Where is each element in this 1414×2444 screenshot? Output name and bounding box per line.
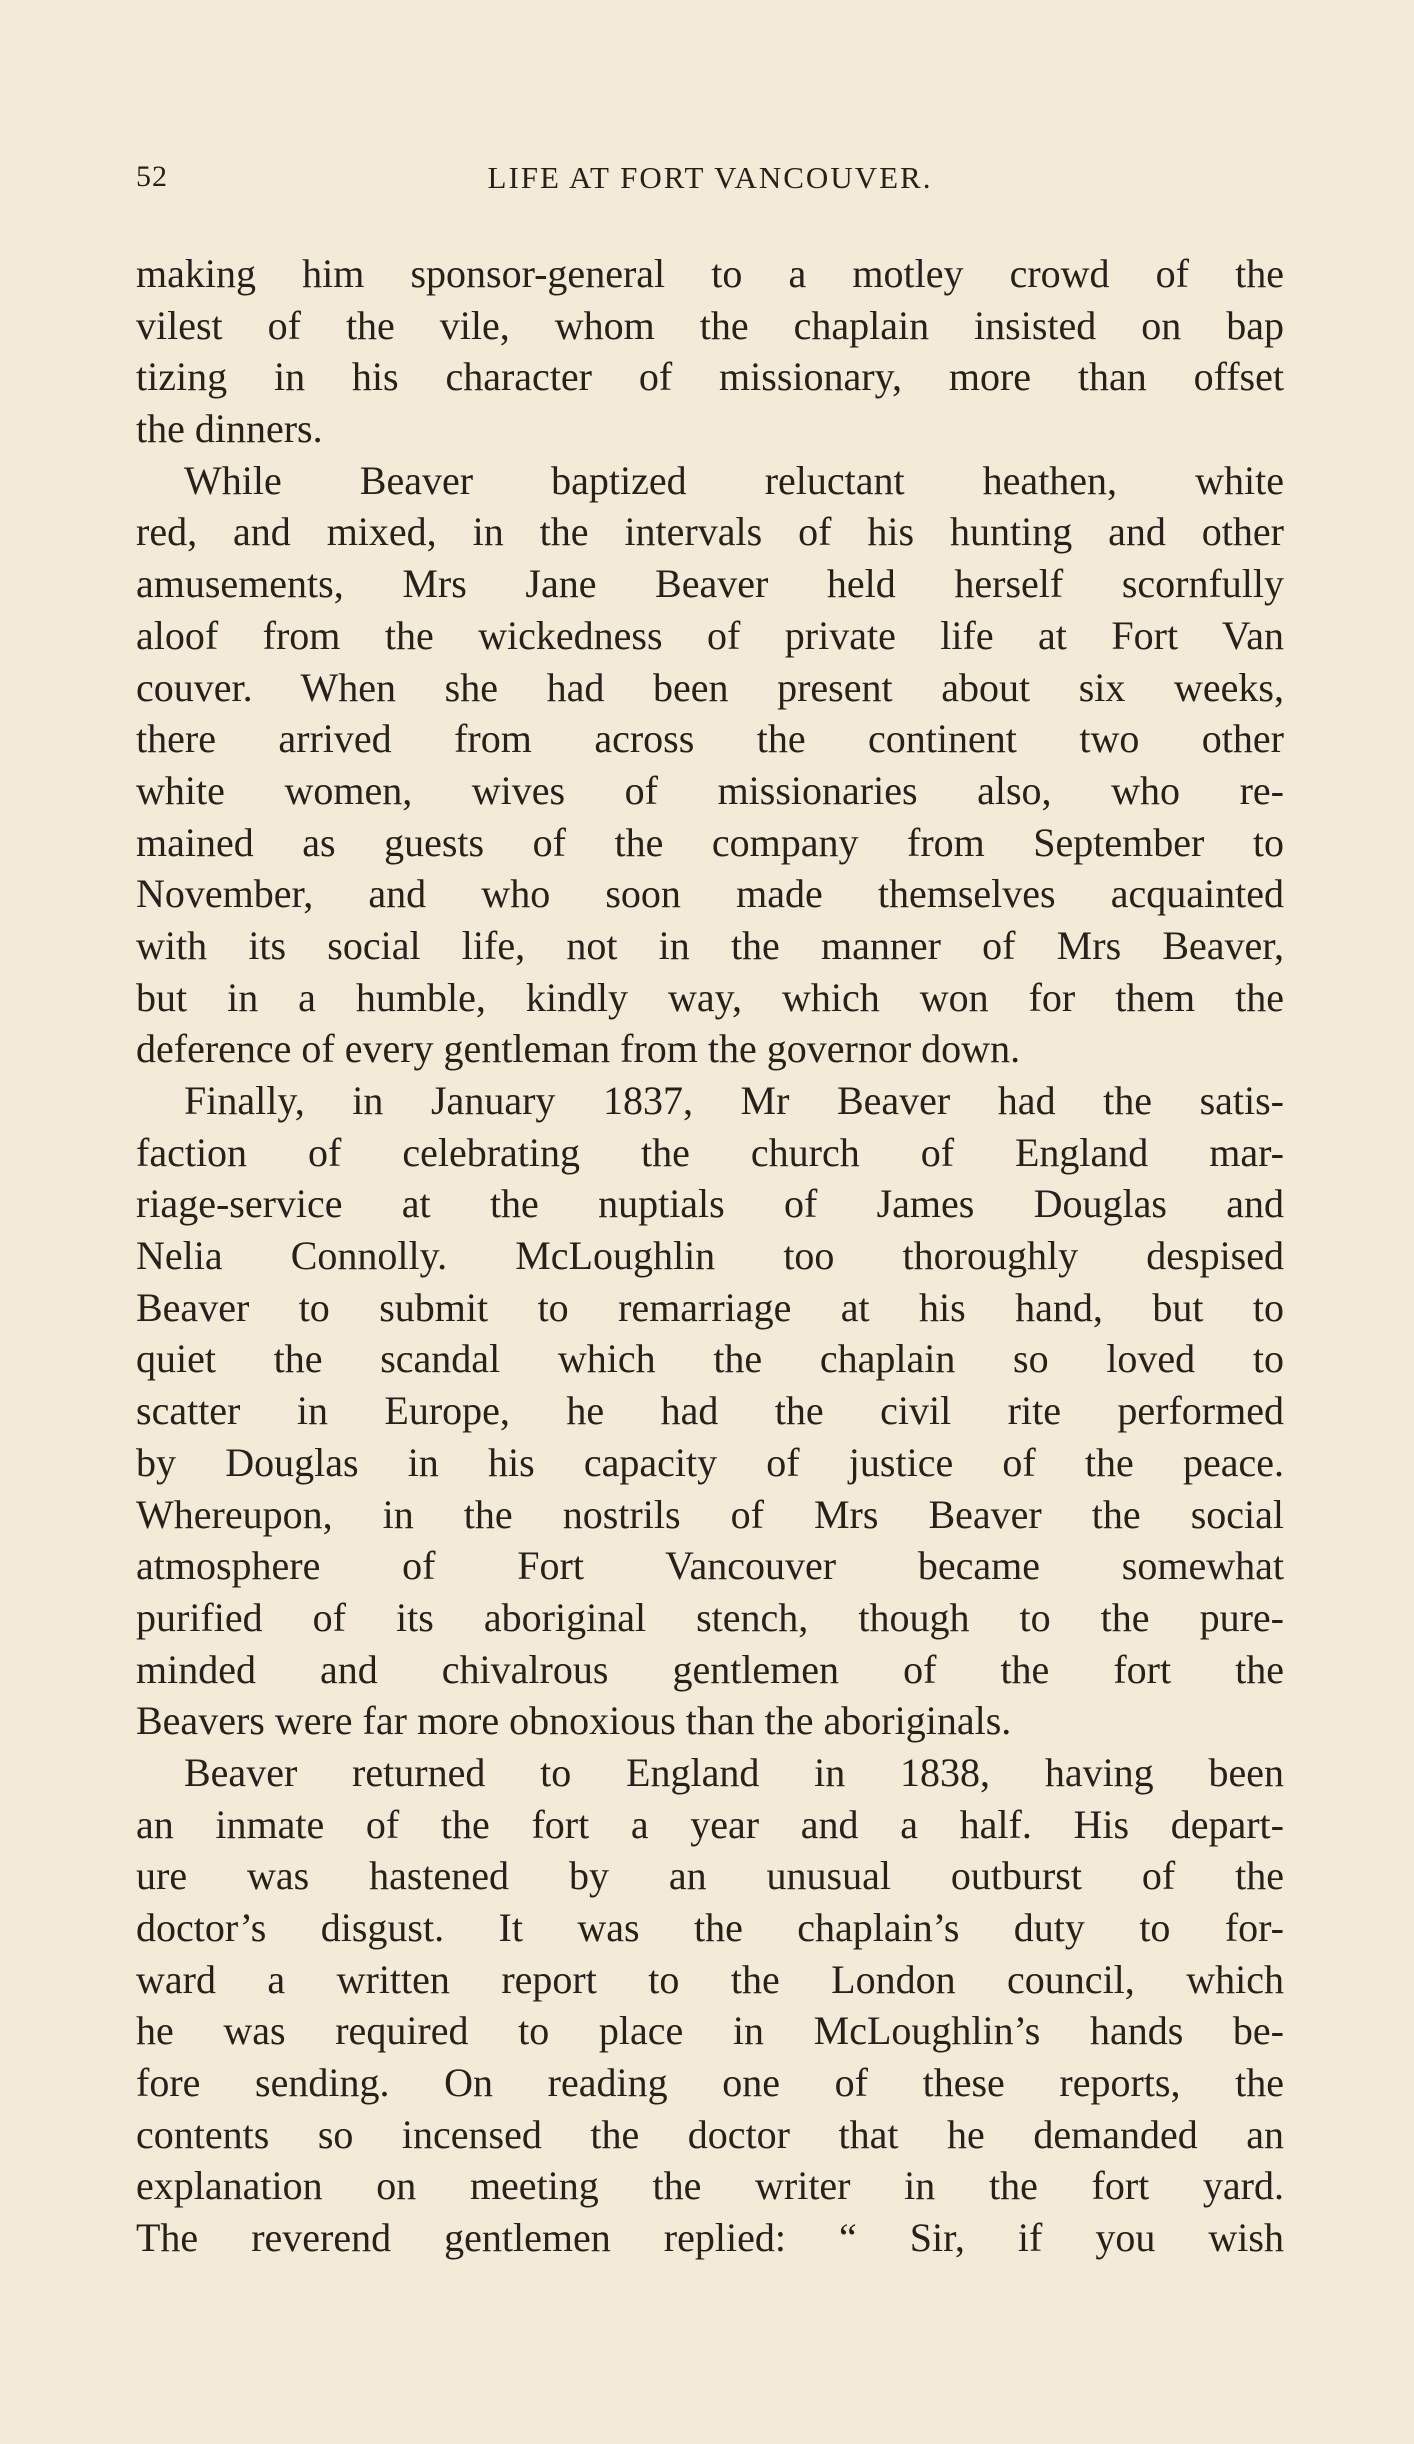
text-line: Nelia Connolly. McLoughlin too thoroughly despised — [136, 1233, 1284, 1279]
text-line: with its social life, not in the manner of Mrs Beaver, — [136, 922, 1284, 968]
text-line: there arrived from across the continent two other — [136, 716, 1284, 762]
text-line: making him sponsor-general to a motley crowd of the — [136, 251, 1284, 296]
text-line: aloof from the wickedness of private life at Fort Van — [136, 612, 1284, 658]
text-line: fore sending. On reading one of these reports, the — [136, 2060, 1284, 2106]
running-head: LIFE AT FORT VANCOUVER. — [487, 160, 933, 195]
text-line: ward a written report to the London council, which — [136, 1956, 1284, 2002]
paragraph-first-line: While Beaver baptized reluctant heathen, white — [184, 457, 1284, 503]
text-line: quiet the scandal which the chaplain so loved to — [136, 1336, 1284, 1382]
text-line: red, and mixed, in the intervals of his hunting and other — [136, 509, 1284, 555]
page-number: 52 — [136, 160, 168, 193]
text-line: minded and chivalrous gentlemen of the fort the — [136, 1646, 1284, 1692]
text-line: amusements, Mrs Jane Beaver held herself scornfully — [136, 561, 1284, 607]
text-line: explanation on meeting the writer in the fort yard. — [136, 2163, 1284, 2209]
text-line: couver. When she had been present about six weeks, — [136, 664, 1284, 710]
text-line: white women, wives of missionaries also, who re- — [136, 767, 1284, 813]
text-line: purified of its aboriginal stench, though to the pure- — [136, 1594, 1284, 1640]
text-line: The reverend gentlemen replied: “ Sir, if you wish — [136, 2215, 1284, 2261]
text-line: mained as guests of the company from September to — [136, 819, 1284, 865]
paragraph-first-line: Finally, in January 1837, Mr Beaver had the satis- — [184, 1078, 1284, 1123]
text-line: contents so incensed the doctor that he demanded an — [136, 2111, 1284, 2157]
text-line: atmosphere of Fort Vancouver became somewhat — [136, 1543, 1284, 1589]
text-line: the dinners. — [136, 406, 323, 452]
text-line: he was required to place in McLoughlin’s hands be- — [136, 2008, 1284, 2054]
text-line: an inmate of the fort a year and a half. His depart- — [136, 1801, 1284, 1847]
text-line: ure was hastened by an unusual outburst of the — [136, 1853, 1284, 1899]
text-line: deference of every gentleman from the governor down. — [136, 1026, 1021, 1072]
paragraph-first-line: Beaver returned to England in 1838, having been — [184, 1749, 1284, 1795]
body-text — [136, 248, 1284, 2264]
text-line: tizing in his character of missionary, more than offset — [136, 354, 1284, 400]
text-line: riage-service at the nuptials of James Douglas and — [136, 1181, 1284, 1227]
text-line: by Douglas in his capacity of justice of the peace. — [136, 1439, 1284, 1485]
text-line: doctor’s disgust. It was the chaplain’s duty to for- — [136, 1905, 1284, 1950]
text-line: but in a humble, kindly way, which won for them the — [136, 974, 1284, 1020]
text-line: Whereupon, in the nostrils of Mrs Beaver the social — [136, 1491, 1284, 1537]
text-line: Beavers were far more obnoxious than the aboriginals. — [136, 1698, 1012, 1744]
text-line: vilest of the vile, whom the chaplain insisted on bap — [136, 302, 1284, 348]
page-header — [136, 160, 1284, 200]
text-line: November, and who soon made themselves acquainted — [136, 871, 1284, 917]
text-line: Beaver to submit to remarriage at his hand, but to — [136, 1284, 1284, 1330]
text-line: scatter in Europe, he had the civil rite performed — [136, 1388, 1284, 1434]
text-line: faction of celebrating the church of England mar- — [136, 1129, 1284, 1175]
